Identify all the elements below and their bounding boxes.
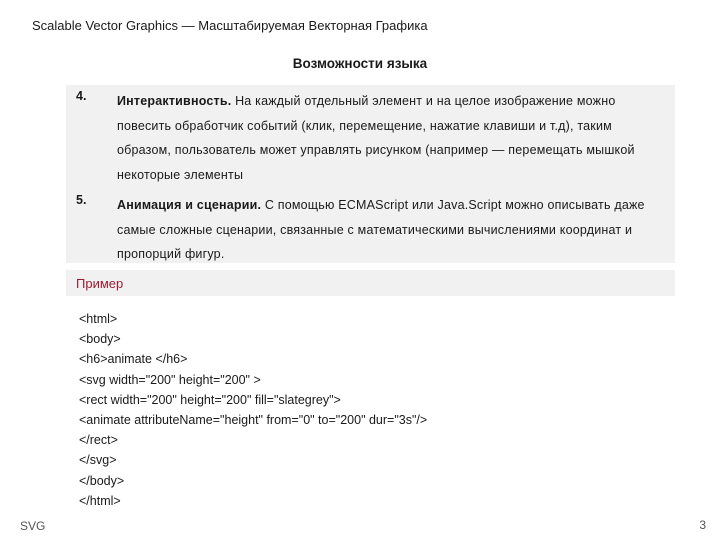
code-line: </svg>: [79, 453, 117, 468]
code-line: <body>: [79, 332, 121, 347]
feature-body: С помощью ECMAScript или Java.Script можно описывать даже самые сложные сценарии, связанные с математическими вычислениями координат и пропорций фигур.: [117, 198, 645, 261]
code-line: <h6>animate </h6>: [79, 352, 188, 367]
features-panel: [66, 85, 675, 263]
feature-text: [117, 193, 669, 267]
code-line: </rect>: [79, 433, 118, 448]
code-line: </html>: [79, 493, 121, 508]
code-line: <html>: [79, 312, 118, 326]
page-number: 3: [699, 518, 706, 532]
feature-title: Интерактивность.: [117, 94, 232, 108]
section-title: Возможности языка: [292, 56, 428, 71]
feature-body: На каждый отдельный элемент и на целое изображение можно повесить обработчик событий (клик, перемещение, нажатие клавиши и т.д), таким образом, пользователь может управлять рисунком (например — перемещать мышкой некоторые элементы: [117, 94, 635, 182]
header-title: Scalable Vector Graphics — Масштабируемая Векторная Графика: [32, 18, 428, 33]
code-line: <svg width="200" height="200" >: [79, 372, 261, 387]
feature-number: 5.: [76, 193, 87, 207]
code-example: [79, 309, 427, 511]
footer-label: SVG: [20, 519, 46, 533]
feature-number: 4.: [76, 89, 87, 103]
example-label: Пример: [76, 276, 124, 291]
code-line: <animate attributeName="height" from="0" to="200" dur="3s"/>: [79, 413, 428, 428]
feature-title: Анимация и сценарии.: [117, 198, 262, 212]
example-header-bar: [66, 270, 675, 296]
feature-text: [117, 89, 669, 187]
code-line: </body>: [79, 473, 125, 488]
code-line: <rect width="200" height="200" fill="slategrey">: [79, 392, 341, 407]
